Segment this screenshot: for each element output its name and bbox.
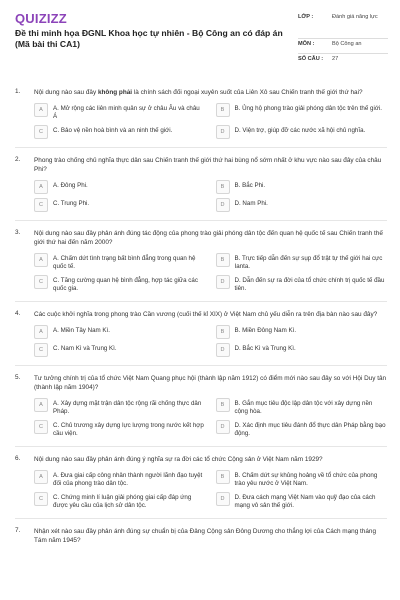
question-number: 5. [15,374,21,381]
question-number: 1. [15,88,21,95]
option-text: B. Trực tiếp dẫn đến sự sụp đổ trật tự thế giới hai cực Ianta. [234,255,383,270]
question-text [34,455,387,464]
option-letter-box: D [216,275,230,289]
answer-option[interactable] [216,275,388,293]
option-letter-box: A [34,103,48,117]
meta-subject-row [298,39,388,54]
page-title: Đề thi minh họa ĐGNL Khoa học tự nhiên - Bộ Công an có đáp án (Mã bài thi CA1) [15,28,283,49]
answer-option[interactable] [216,103,388,121]
question-number: 2. [15,156,21,163]
option-text: D. Xác định mục tiêu đánh đổ thực dân Pháp bằng bạo động. [234,422,386,437]
meta-count-row [298,54,388,68]
answer-option[interactable] [216,325,388,339]
answer-options [34,180,387,212]
option-letter-box: A [34,253,48,267]
option-text: A. Đông Phi. [53,182,88,189]
answer-options [34,470,387,510]
option-letter-box: B [216,470,230,484]
question-divider [15,518,387,519]
meta-subject-label: MÔN : [298,41,315,47]
meta-class-value: Đánh giá năng lực [332,14,378,20]
answer-option[interactable] [216,420,388,438]
option-text: B. Gắn mục tiêu độc lập dân tộc với xây dựng nền cộng hòa. [234,400,373,415]
option-text: C. Bảo vệ nền hoà bình và an ninh thế giới. [53,127,173,134]
answer-option[interactable] [216,470,388,488]
option-text: D. Nam Phi. [234,200,268,207]
option-text: A. Đưa giai cấp công nhân thành người lãnh đạo tuyệt đối của phong trào dân tộc. [53,472,203,487]
answer-options [34,103,387,139]
option-letter-box: A [34,398,48,412]
option-letter-box: B [216,325,230,339]
option-letter-box: D [216,198,230,212]
meta-class-label: LỚP : [298,14,314,20]
question-text-part: Phong trào chống chủ nghĩa thực dân sau Chiến tranh thế giới thứ hai bùng nổ sớm nhất ở khu vực nào sau đây của châu Phi? [34,157,382,173]
option-letter-box: A [34,470,48,484]
option-text: A. Chấm dứt tình trạng bất bình đẳng trong quan hệ quốc tế. [53,255,196,270]
answer-option[interactable] [34,253,206,271]
option-text: C. Trung Phi. [53,200,90,207]
answer-option[interactable] [34,343,206,357]
answer-option[interactable] [34,420,206,438]
question-number: 7. [15,527,21,534]
question-text [34,527,387,545]
answer-option[interactable] [216,492,388,510]
option-letter-box: D [216,125,230,139]
question-number: 3. [15,229,21,236]
question-text [34,88,387,97]
question-item [15,374,387,447]
meta-count-value: 27 [332,56,339,62]
option-text: C. Chứng minh lí luận giải phóng giai cấp đáp ứng được yêu cầu của lịch sử dân tộc. [53,494,192,509]
answer-option[interactable] [216,198,388,212]
question-text-part: Tư tưởng chính trị của tổ chức Việt Nam Quang phục hội (thành lập năm 1912) có điểm mới nào sau đây so với Hội Duy tân (thành lập năm 1904)? [34,375,387,391]
question-item [15,455,387,519]
question-text-part: Nội dung nào sau đây phản ánh đúng tác động của phong trào giải phóng dân tộc đến quan hệ quốc tế sau Chiến tranh thế giới thứ hai đến năm 2000? [34,230,383,246]
answer-option[interactable] [34,492,206,510]
question-list [15,88,387,545]
question-item [15,88,387,148]
question-text [34,156,387,174]
option-letter-box: C [34,275,48,289]
answer-option[interactable] [216,398,388,416]
answer-option[interactable] [34,398,206,416]
question-text [34,374,387,392]
option-letter-box: A [34,180,48,194]
question-text [34,229,387,247]
option-text: B. Miền Đông Nam Kì. [234,327,297,334]
option-text: D. Viện trợ, giúp đỡ các nước xã hội chủ nghĩa. [234,127,366,134]
question-item [15,310,387,366]
option-letter-box: B [216,398,230,412]
option-text: C. Nam Kì và Trung Kì. [53,345,117,352]
option-letter-box: B [216,253,230,267]
option-letter-box: A [34,325,48,339]
question-divider [15,220,387,221]
question-number: 6. [15,455,21,462]
answer-option[interactable] [216,343,388,357]
answer-options [34,398,387,438]
meta-subject-value: Bộ Công an [332,41,362,47]
question-divider [15,365,387,366]
question-divider [15,301,387,302]
meta-box [298,12,388,68]
option-letter-box: B [216,103,230,117]
option-letter-box: C [34,343,48,357]
option-text: C. Chủ trương xây dựng lực lượng trong nước kết hợp cầu viện. [53,422,204,437]
answer-option[interactable] [216,253,388,271]
meta-count-label: SỐ CÂU : [298,56,324,62]
option-text: B. Chấm dứt sự khủng hoảng về tổ chức của phong trào yêu nước ở Việt Nam. [234,472,378,487]
option-text: A. Miền Tây Nam Kì. [53,327,110,334]
answer-option[interactable] [34,275,206,293]
option-text: C. Tăng cường quan hệ bình đẳng, hợp tác giữa các quốc gia. [53,277,198,292]
answer-option[interactable] [216,180,388,194]
meta-class-row [298,12,388,39]
option-letter-box: C [34,420,48,434]
option-text: D. Bắc Kì và Trung Kì. [234,345,296,352]
question-text-part: Nội dung nào sau đây [34,89,98,96]
question-text-part: là chính sách đối ngoại xuyên suốt của Liên Xô sau Chiến tranh thế giới thứ hai? [132,89,363,96]
option-letter-box: C [34,198,48,212]
answer-option[interactable] [34,103,206,121]
question-number: 4. [15,310,21,317]
question-text-part: Các cuộc khởi nghĩa trong phong trào Cần vương (cuối thế kỉ XIX) ở Việt Nam chủ yếu diễn ra trên địa bàn nào sau đây? [34,311,378,318]
option-letter-box: D [216,420,230,434]
quizizz-logo: QUIZIZZ [15,11,67,26]
question-divider [15,147,387,148]
option-letter-box: D [216,492,230,506]
question-divider [15,446,387,447]
question-item [15,527,387,545]
question-item [15,156,387,221]
answer-option[interactable] [34,198,206,212]
option-letter-box: D [216,343,230,357]
option-text: A. Xây dựng mặt trận dân tộc rộng rãi chống thực dân Pháp. [53,400,202,415]
answer-options [34,253,387,293]
question-text-part: Nội dung nào sau đây phản ánh đúng ý nghĩa sự ra đời các tổ chức Cộng sản ở Việt Nam năm 1929? [34,456,323,463]
option-text: B. Ủng hộ phong trào giải phóng dân tộc trên thế giới. [234,105,383,112]
option-text: A. Mở rộng các liên minh quân sự ở châu Âu và châu Á [53,105,200,120]
question-text-part: Nhận xét nào sau đây phản ánh đúng sự chuẩn bị của Đảng Cộng sản Đông Dương cho thắng lợi của Cách mạng tháng Tám năm 1945? [34,528,377,544]
question-item [15,229,387,302]
answer-option[interactable] [34,325,206,339]
answer-options [34,325,387,357]
option-text: D. Dẫn đến sự ra đời của tổ chức chính trị quốc tế đầu tiên. [234,277,385,292]
option-text: B. Bắc Phi. [234,182,266,189]
answer-option[interactable] [34,180,206,194]
answer-option[interactable] [34,470,206,488]
answer-option[interactable] [34,125,206,139]
option-letter-box: C [34,125,48,139]
option-letter-box: C [34,492,48,506]
question-text-emphasis: không phải [97,89,133,96]
question-text [34,310,387,319]
answer-option[interactable] [216,125,388,139]
option-letter-box: B [216,180,230,194]
option-text: D. Đưa cách mạng Việt Nam vào quỹ đạo của cách mạng vô sản thế giới. [234,494,376,509]
